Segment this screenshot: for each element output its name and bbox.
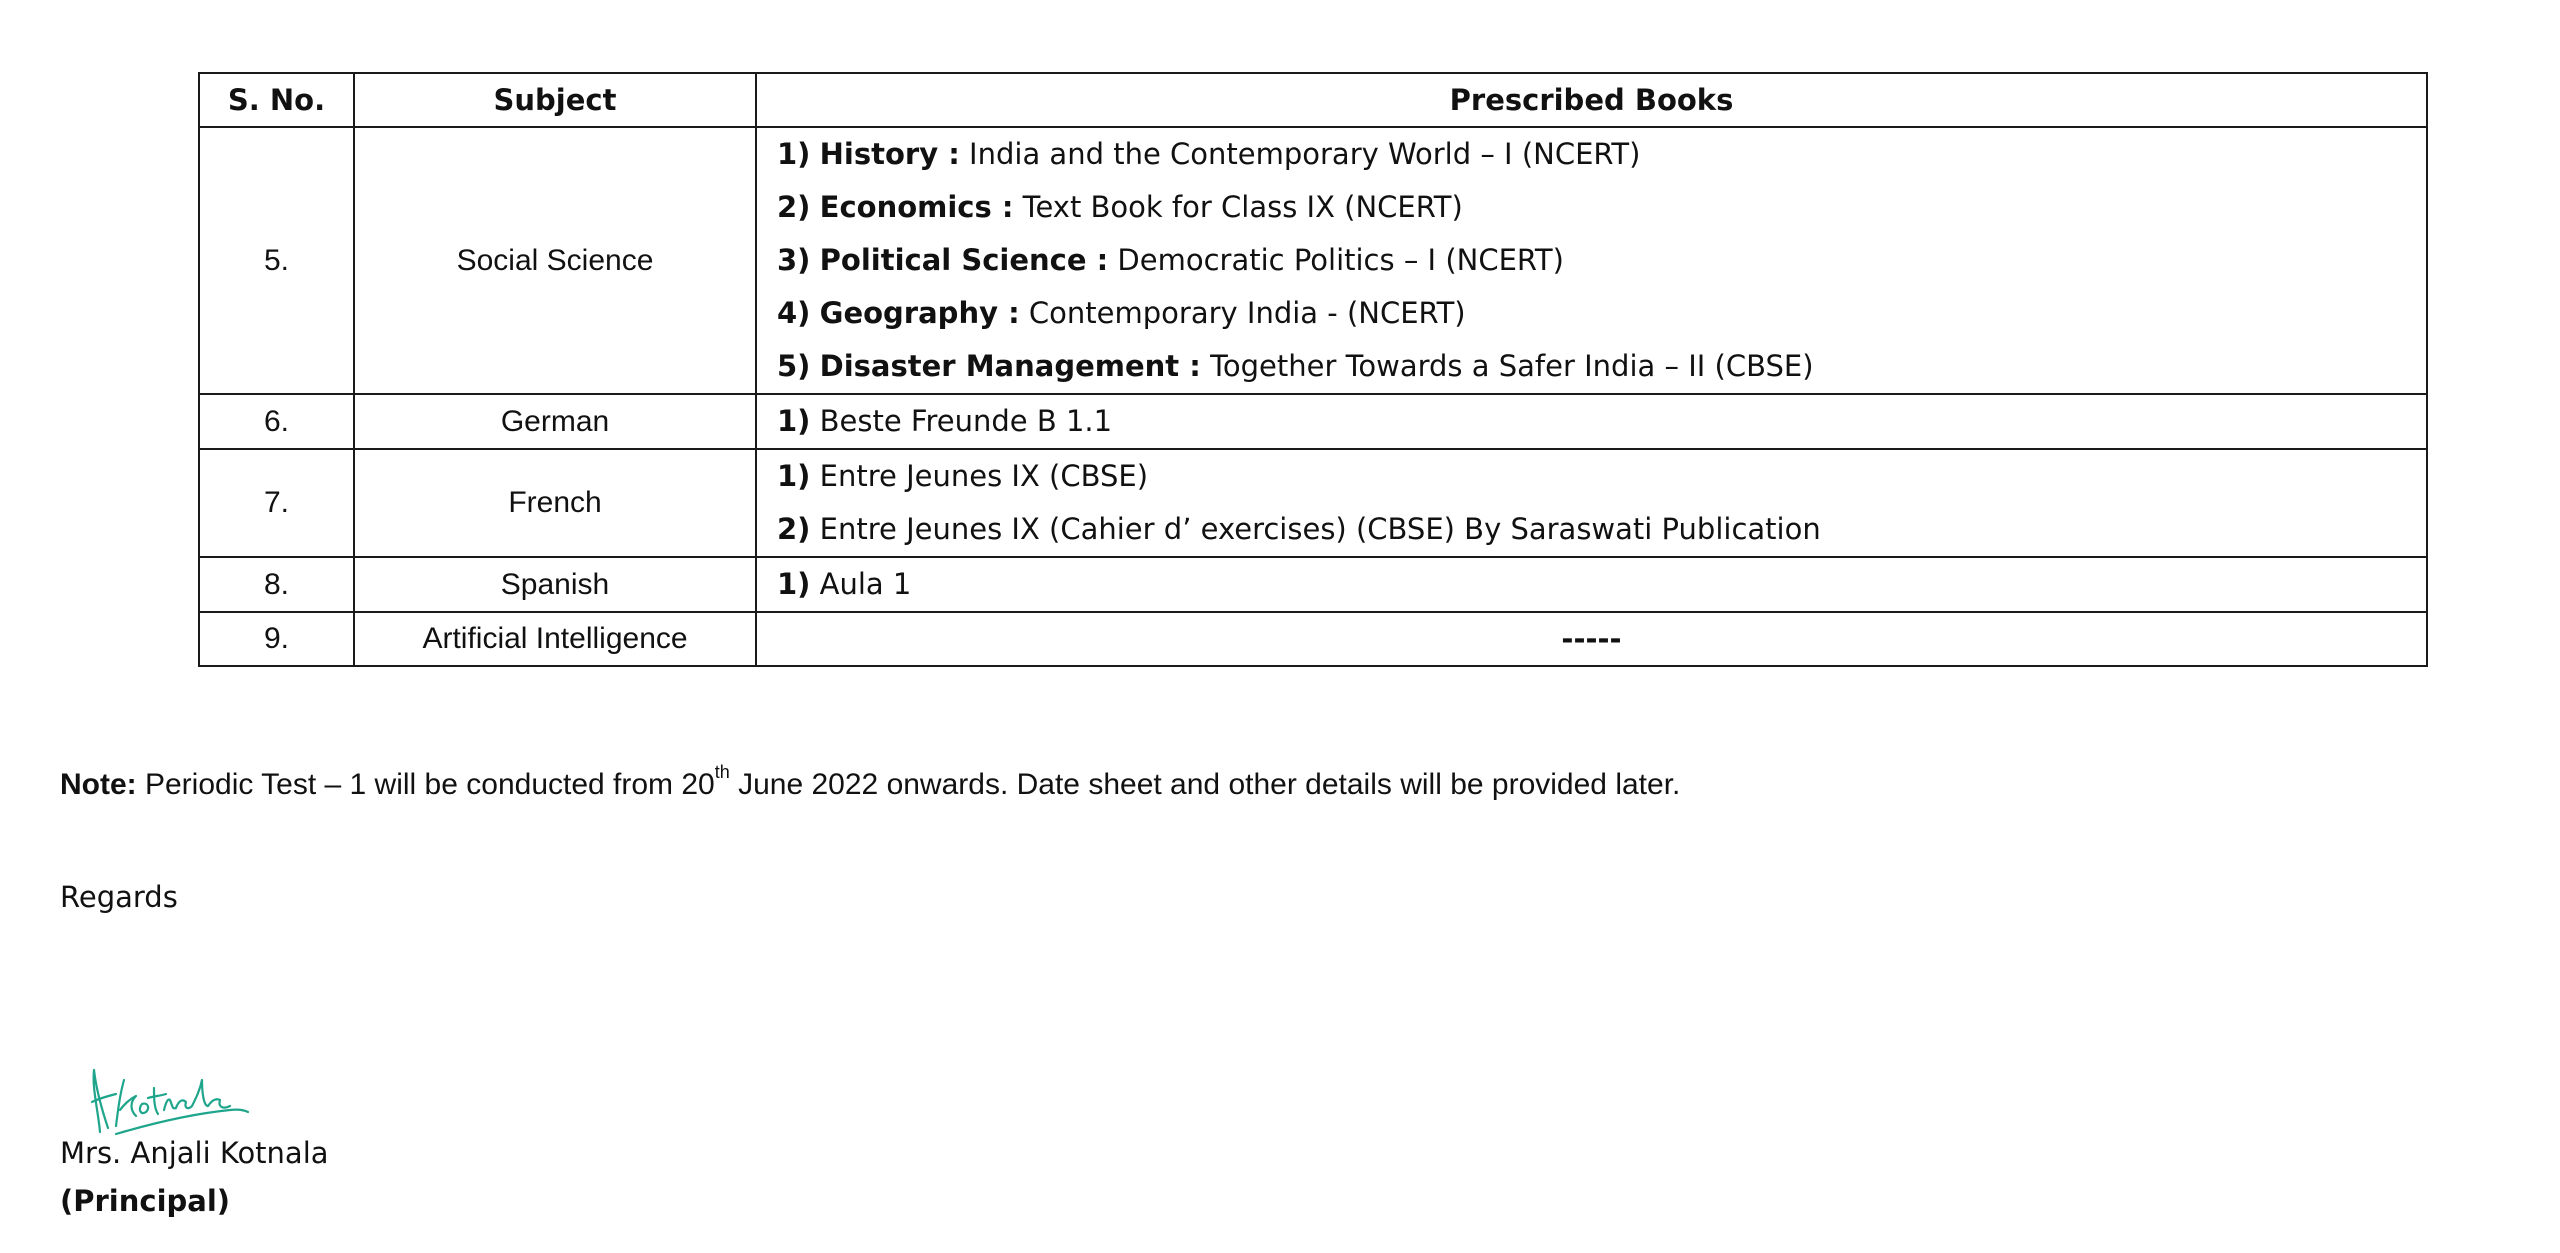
row-books — [756, 449, 2427, 557]
header-books: Prescribed Books — [756, 73, 2427, 127]
book-title: India and the Contemporary World – I (NCERT) — [959, 137, 1641, 171]
book-title: Beste Freunde B 1.1 — [810, 404, 1113, 438]
book-number: 2) — [777, 190, 811, 224]
book-entry — [777, 234, 2426, 287]
row-subject: Artificial Intelligence — [354, 612, 756, 666]
book-entry — [777, 450, 2426, 503]
book-title: Together Towards a Safer India – II (CBSE) — [1200, 349, 1814, 383]
row-sno: 9. — [199, 612, 354, 666]
row-subject: German — [354, 394, 756, 449]
book-title: Text Book for Class IX (NCERT) — [1013, 190, 1463, 224]
table-row — [199, 612, 2427, 666]
row-subject: Spanish — [354, 557, 756, 612]
row-books — [756, 557, 2427, 612]
book-number: 5) — [777, 349, 811, 383]
table-row — [199, 394, 2427, 449]
book-number: 4) — [777, 296, 811, 330]
book-entry — [777, 558, 2426, 611]
row-sno: 5. — [199, 127, 354, 394]
note-text-before: Periodic Test – 1 will be conducted from 20 — [136, 768, 715, 801]
book-entry — [777, 395, 2426, 448]
book-title: Democratic Politics – I (NCERT) — [1108, 243, 1564, 277]
row-books — [756, 127, 2427, 394]
table-header-row — [199, 73, 2427, 127]
row-sno: 6. — [199, 394, 354, 449]
book-category: Political Science : — [819, 243, 1109, 277]
book-entry — [777, 503, 2426, 556]
book-number: 1) — [777, 567, 811, 601]
book-number: 3) — [777, 243, 811, 277]
book-title: Contemporary India - (NCERT) — [1019, 296, 1466, 330]
book-number: 2) — [777, 512, 811, 546]
book-entry — [777, 340, 2426, 393]
signature-image — [80, 1040, 270, 1140]
signer-title: (Principal) — [60, 1184, 231, 1218]
book-entry — [777, 287, 2426, 340]
row-sno: 8. — [199, 557, 354, 612]
row-subject: Social Science — [354, 127, 756, 394]
book-title: Entre Jeunes IX (Cahier d’ exercises) (CBSE) By Saraswati Publication — [810, 512, 1821, 546]
book-title: Aula 1 — [810, 567, 912, 601]
book-number: 1) — [777, 459, 811, 493]
note-paragraph — [60, 762, 1681, 802]
book-category: History : — [819, 137, 960, 171]
no-books-placeholder: ----- — [1561, 622, 1622, 656]
header-sno: S. No. — [199, 73, 354, 127]
row-books — [756, 394, 2427, 449]
book-entry — [777, 128, 2426, 181]
book-title: Entre Jeunes IX (CBSE) — [810, 459, 1149, 493]
book-number: 1) — [777, 137, 811, 171]
note-text-after: June 2022 onwards. Date sheet and other details will be provided later. — [729, 768, 1681, 801]
table-row — [199, 557, 2427, 612]
book-category: Geography : — [819, 296, 1020, 330]
signer-name: Mrs. Anjali Kotnala — [60, 1136, 329, 1170]
row-books — [756, 612, 2427, 666]
header-subject: Subject — [354, 73, 756, 127]
book-number: 1) — [777, 404, 811, 438]
prescribed-books-table — [198, 72, 2428, 667]
book-entry — [777, 181, 2426, 234]
book-category: Economics : — [819, 190, 1014, 224]
note-superscript: th — [714, 762, 730, 782]
book-category: Disaster Management : — [819, 349, 1201, 383]
table-row — [199, 127, 2427, 394]
row-sno: 7. — [199, 449, 354, 557]
regards-text: Regards — [60, 880, 178, 914]
row-subject: French — [354, 449, 756, 557]
note-label: Note: — [60, 768, 137, 801]
table-row — [199, 449, 2427, 557]
